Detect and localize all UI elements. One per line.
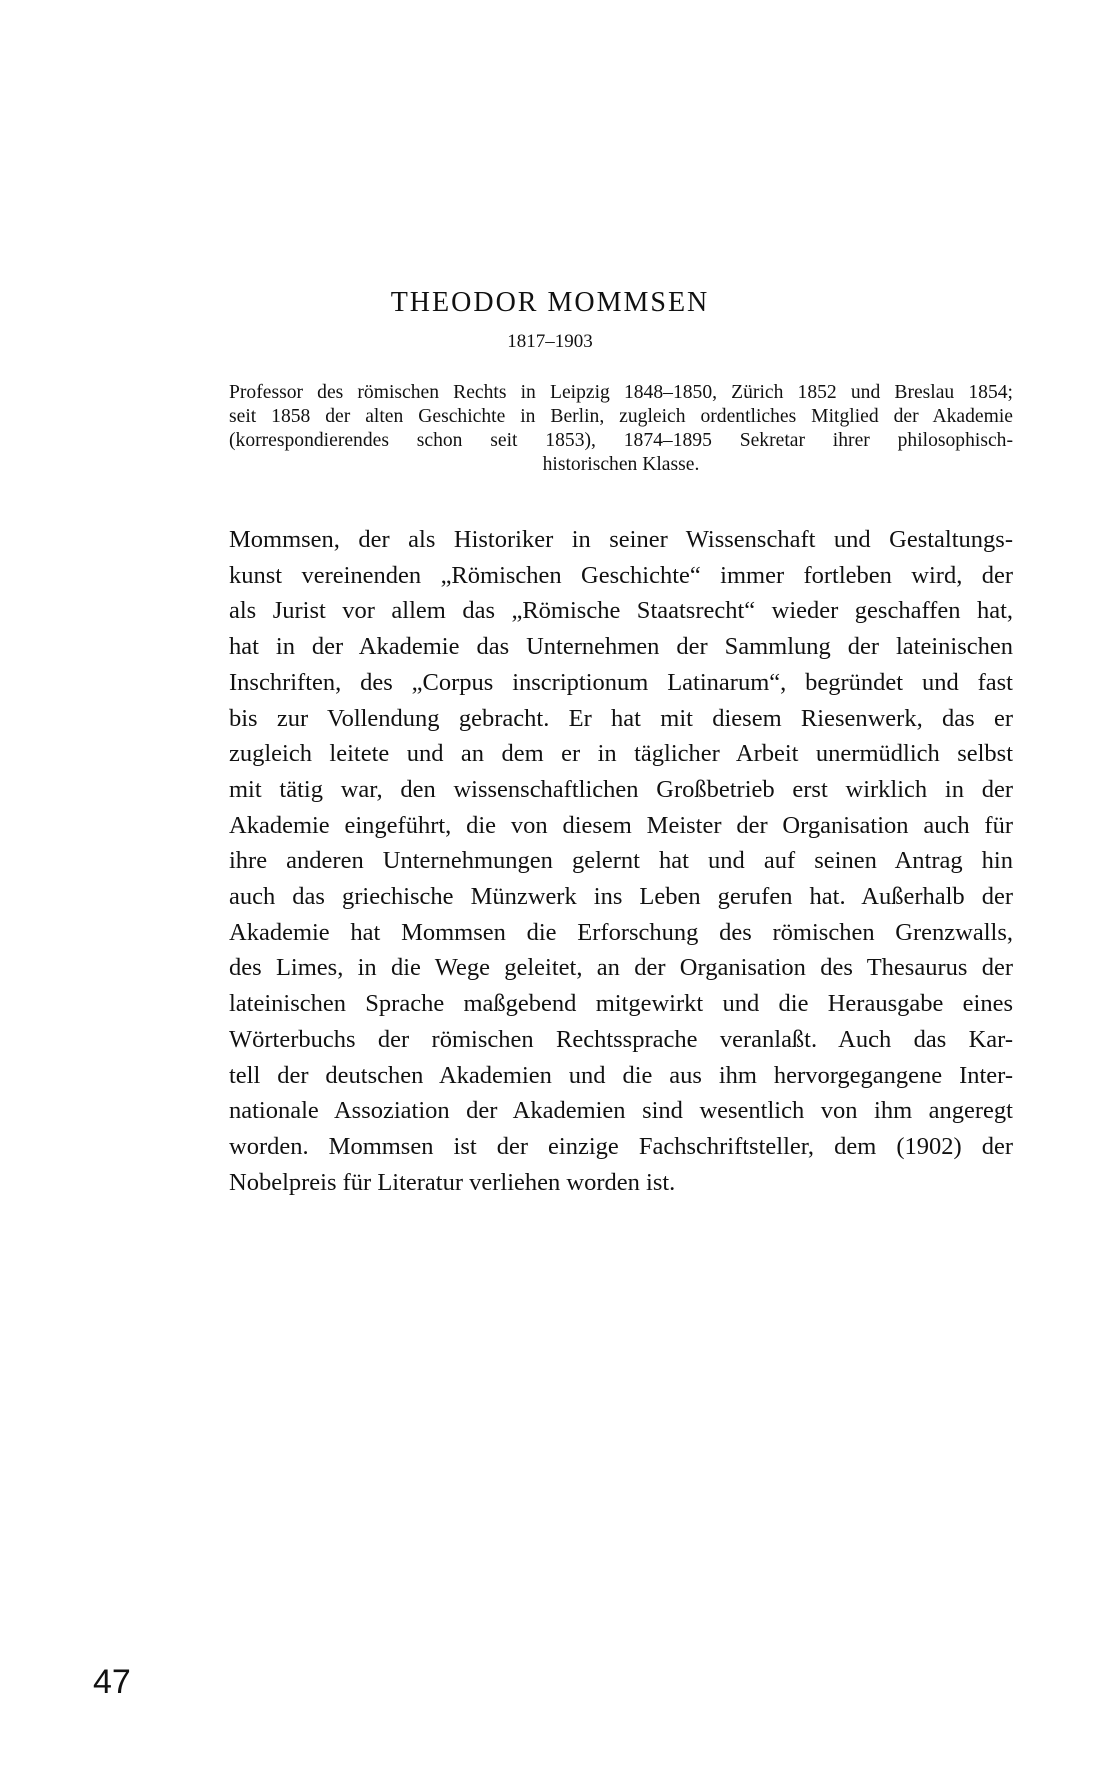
intro-line: historischen Klasse. [542,454,700,475]
body-line: Akademie eingeführt, die von diesem Meister der Organisation auch für [229,811,1013,839]
body-line: tell der deutschen Akademien und die aus ihm hervorgegangene Inter- [229,1061,1013,1089]
page-title: THEODOR MOMMSEN [390,287,710,318]
body-line: Nobelpreis für Literatur verliehen worden ist. [229,1168,676,1196]
body-line: mit tätig war, den wissenschaftlichen Großbetrieb erst wirklich in der [229,775,1013,803]
body-line: auch das griechische Münzwerk ins Leben gerufen hat. Außerhalb der [229,883,1013,911]
body-paragraph [229,522,1013,1200]
body-line: Mommsen, der als Historiker in seiner Wissenschaft und Gestaltungs- [229,526,1013,553]
body-line: hat in der Akademie das Unternehmen der Sammlung der lateinischen [229,633,1013,661]
body-line: ihre anderen Unternehmungen gelernt hat und auf seinen Antrag hin [229,847,1013,875]
intro-line: Professor des römischen Rechts in Leipzig 1848–1850, Zürich 1852 und Breslau 1854; [229,382,1013,403]
body-line: zugleich leitete und an dem er in täglicher Arbeit unermüdlich selbst [229,740,1013,768]
body-line: des Limes, in die Wege geleitet, an der Organisation des Thesaurus der [229,954,1013,982]
body-line: Wörterbuchs der römischen Rechtssprache veranlaßt. Auch das Kar- [229,1025,1013,1053]
life-dates: 1817–1903 [507,331,593,352]
body-line: nationale Assoziation der Akademien sind wesentlich von ihm angeregt [229,1097,1013,1125]
body-line: bis zur Vollendung gebracht. Er hat mit diesem Riesenwerk, das er [229,704,1013,732]
body-line: Inschriften, des „Corpus inscriptionum Latinarum“, begründet und fast [229,668,1013,696]
page-number: 47 [93,1663,131,1701]
body-line: lateinischen Sprache maßgebend mitgewirkt und die Herausgabe eines [229,990,1013,1018]
intro-line: (korrespondierendes schon seit 1853), 1874–1895 Sekretar ihrer philosophisch- [229,430,1013,451]
biographical-note [229,381,1013,477]
intro-line: seit 1858 der alten Geschichte in Berlin, zugleich ordentliches Mitglied der Akademie [229,406,1013,427]
body-line: kunst vereinenden „Römischen Geschichte“ immer fortleben wird, der [229,561,1013,589]
body-line: als Jurist vor allem das „Römische Staatsrecht“ wieder geschaffen hat, [229,597,1013,625]
body-line: worden. Mommsen ist der einzige Fachschriftsteller, dem (1902) der [229,1132,1013,1160]
body-line: Akademie hat Mommsen die Erforschung des römischen Grenzwalls, [229,918,1013,946]
